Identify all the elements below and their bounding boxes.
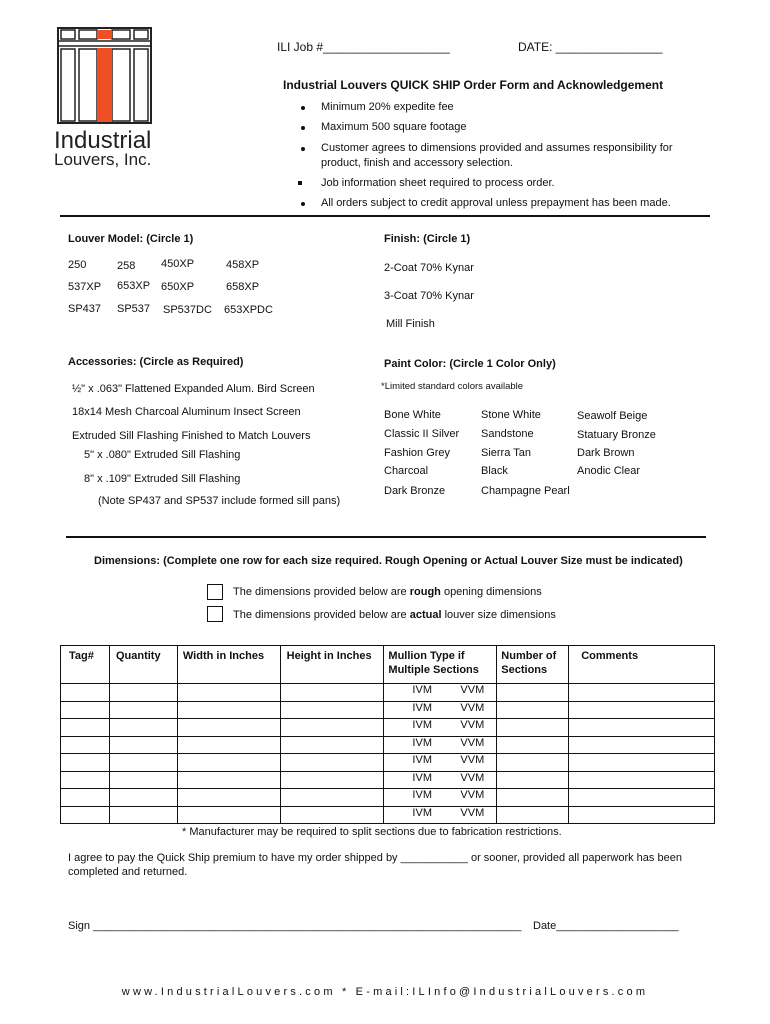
quantity-cell[interactable] [109, 754, 177, 772]
bullet-item: Minimum 20% expedite fee [321, 101, 454, 113]
height-cell[interactable] [280, 806, 384, 824]
mullion-type-cell[interactable] [384, 771, 497, 789]
louver-model-heading: Louver Model: (Circle 1) [68, 233, 194, 245]
comments-cell[interactable] [569, 701, 715, 719]
mullion-type-cell[interactable] [384, 789, 497, 807]
height-cell[interactable] [280, 701, 384, 719]
louver-option[interactable]: SP437 [68, 303, 102, 315]
height-cell[interactable] [280, 736, 384, 754]
quantity-cell[interactable] [109, 736, 177, 754]
bullet-item: Job information sheet required to process order. [321, 177, 555, 189]
sections-cell[interactable] [497, 806, 569, 824]
table-row [61, 701, 715, 719]
paint-color-option[interactable]: Dark Brown [577, 447, 635, 459]
vvm-option[interactable]: VVM [460, 719, 485, 731]
mullion-type-cell[interactable] [384, 719, 497, 737]
finish-heading: Finish: (Circle 1) [384, 233, 471, 245]
quantity-cell[interactable] [109, 701, 177, 719]
width-cell[interactable] [177, 771, 280, 789]
tag-cell[interactable] [61, 719, 110, 737]
mullion-type-cell[interactable] [384, 736, 497, 754]
quantity-cell[interactable] [109, 789, 177, 807]
rough-opening-checkbox[interactable] [207, 584, 223, 600]
louver-option[interactable]: 258 [117, 260, 136, 272]
paint-color-option[interactable]: Anodic Clear [577, 465, 640, 477]
mullion-type-cell[interactable] [384, 701, 497, 719]
finish-option[interactable]: Mill Finish [386, 318, 435, 330]
vvm-option[interactable]: VVM [460, 754, 485, 766]
width-cell[interactable] [177, 701, 280, 719]
comments-cell[interactable] [569, 789, 715, 807]
ivm-option[interactable]: IVM [412, 719, 432, 731]
louver-option[interactable]: 458XP [226, 259, 260, 271]
tag-cell[interactable] [61, 736, 110, 754]
louver-option[interactable]: 650XP [161, 281, 195, 293]
ivm-option[interactable]: IVM [412, 806, 432, 819]
dimensions-heading: Dimensions: (Complete one row for each size required. Rough Opening or Actual Louver Size must be indicated) [94, 555, 683, 567]
paint-color-option[interactable]: Dark Bronze [384, 485, 446, 497]
height-cell[interactable] [280, 789, 384, 807]
louver-option[interactable]: 537XP [68, 281, 102, 293]
bullet-icon [301, 106, 305, 110]
width-cell[interactable] [177, 754, 280, 772]
finish-option[interactable]: 2-Coat 70% Kynar [384, 262, 474, 274]
bullet-icon [301, 126, 305, 130]
comments-cell[interactable] [569, 754, 715, 772]
paint-color-option[interactable]: Bone White [384, 409, 441, 421]
signature-field[interactable]: Sign ______________________________________________________________________ [68, 920, 522, 932]
table-row [61, 806, 715, 824]
footer-contact: www.IndustrialLouvers.com * E-mail:ILInfo@IndustrialLouvers.com [121, 986, 649, 998]
width-cell[interactable] [177, 806, 280, 824]
job-number-field[interactable]: ILI Job #___________________ [277, 40, 450, 54]
column-header: Quantity [109, 646, 177, 684]
date-field[interactable]: DATE: ________________ [518, 40, 663, 54]
comments-cell[interactable] [569, 736, 715, 754]
width-cell[interactable] [177, 684, 280, 702]
accessories-heading: Accessories: (Circle as Required) [68, 356, 244, 368]
paint-color-option[interactable]: Statuary Bronze [577, 429, 656, 441]
paint-color-option[interactable]: Black [481, 465, 508, 477]
bullet-icon [301, 147, 305, 151]
paint-color-option[interactable]: Champagne Pearl [481, 485, 570, 497]
paint-color-option[interactable]: Charcoal [384, 465, 429, 477]
accessory-option[interactable]: 18x14 Mesh Charcoal Aluminum Insect Screen [72, 406, 301, 418]
louver-option[interactable]: SP537 [117, 303, 151, 315]
square-bullet-icon [298, 181, 302, 185]
sections-cell[interactable] [497, 684, 569, 702]
sections-cell[interactable] [497, 736, 569, 754]
louver-option[interactable]: 450XP [161, 258, 195, 270]
comments-cell[interactable] [569, 684, 715, 702]
signature-date-field[interactable]: Date____________________ [533, 920, 679, 932]
ivm-option[interactable]: IVM [412, 701, 432, 714]
table-row [61, 684, 715, 702]
tag-cell[interactable] [61, 771, 110, 789]
bullet-item: Maximum 500 square footage [321, 121, 467, 133]
tag-cell[interactable] [61, 754, 110, 772]
column-header: Tag# [61, 646, 110, 684]
sections-cell[interactable] [497, 789, 569, 807]
finish-option[interactable]: 3-Coat 70% Kynar [384, 290, 474, 302]
table-row [61, 789, 715, 807]
column-header: Width in Inches [177, 646, 280, 684]
sections-cell[interactable] [497, 719, 569, 737]
paint-color-option[interactable]: Sandstone [481, 428, 534, 440]
tag-cell[interactable] [61, 684, 110, 702]
bullet-icon [301, 202, 305, 206]
width-cell[interactable] [177, 719, 280, 737]
table-row [61, 719, 715, 737]
logo-text-line2: Louvers, Inc. [54, 150, 152, 169]
comments-cell[interactable] [569, 806, 715, 824]
accessory-option[interactable]: Extruded Sill Flashing Finished to Match Louvers [72, 430, 311, 442]
sections-cell[interactable] [497, 701, 569, 719]
accessory-option[interactable]: 8" x .109" Extruded Sill Flashing [84, 473, 241, 485]
dimensions-table [60, 645, 715, 824]
mullion-type-cell[interactable] [384, 806, 497, 824]
logo-mark-icon [57, 27, 152, 124]
column-header: Comments [569, 646, 715, 684]
vvm-option[interactable]: VVM [460, 771, 485, 784]
bullet-item: All orders subject to credit approval unless prepayment has been made. [321, 197, 671, 209]
column-header: Height in Inches [280, 646, 384, 684]
table-footnote: * Manufacturer may be required to split sections due to fabrication restrictions. [182, 826, 562, 838]
ivm-option[interactable]: IVM [412, 684, 432, 696]
louver-option[interactable]: 250 [68, 259, 87, 271]
logo-text-line1: Industrial [54, 127, 152, 154]
accessory-note: (Note SP437 and SP537 include formed sill pans) [98, 495, 341, 507]
form-title: Industrial Louvers QUICK SHIP Order Form and Acknowledgement [283, 78, 664, 92]
height-cell[interactable] [280, 771, 384, 789]
quantity-cell[interactable] [109, 806, 177, 824]
paint-color-option[interactable]: Stone White [481, 409, 541, 421]
width-cell[interactable] [177, 736, 280, 754]
table-header-row [61, 646, 715, 684]
quantity-cell[interactable] [109, 719, 177, 737]
ivm-option[interactable]: IVM [412, 754, 432, 766]
paint-color-option[interactable]: Sierra Tan [481, 447, 531, 459]
actual-size-checkbox[interactable] [207, 606, 223, 622]
ivm-option[interactable]: IVM [412, 789, 432, 801]
paint-color-note: *Limited standard colors available [381, 381, 524, 392]
vvm-option[interactable]: VVM [460, 701, 485, 714]
louver-option[interactable]: 658XP [226, 281, 260, 293]
louver-option[interactable]: 653XP [117, 280, 151, 292]
comments-cell[interactable] [569, 771, 715, 789]
louver-option[interactable]: SP537DC [163, 304, 212, 316]
tag-cell[interactable] [61, 806, 110, 824]
vvm-option[interactable]: VVM [460, 684, 485, 696]
vvm-option[interactable]: VVM [460, 736, 485, 749]
tag-cell[interactable] [61, 789, 110, 807]
paint-color-option[interactable]: Classic II Silver [384, 428, 460, 440]
agreement-text-continued: completed and returned. [68, 866, 188, 878]
comments-cell[interactable] [569, 719, 715, 737]
ivm-option[interactable]: IVM [412, 736, 432, 749]
table-row [61, 754, 715, 772]
paint-color-heading: Paint Color: (Circle 1 Color Only) [384, 358, 556, 370]
paint-color-option[interactable]: Fashion Grey [384, 447, 451, 459]
tag-cell[interactable] [61, 701, 110, 719]
width-cell[interactable] [177, 789, 280, 807]
height-cell[interactable] [280, 719, 384, 737]
louver-option[interactable]: 653XPDC [224, 304, 273, 316]
vvm-option[interactable]: VVM [460, 789, 485, 801]
quantity-cell[interactable] [109, 684, 177, 702]
paint-color-option[interactable]: Seawolf Beige [577, 410, 648, 422]
accessory-option[interactable]: 5" x .080" Extruded Sill Flashing [84, 449, 241, 461]
agreement-text: I agree to pay the Quick Ship premium to have my order shipped by ___________ or sooner, provided all paperwork has been [68, 852, 682, 864]
mullion-type-cell[interactable] [384, 754, 497, 772]
height-cell[interactable] [280, 754, 384, 772]
sections-cell[interactable] [497, 754, 569, 772]
table-row [61, 736, 715, 754]
actual-size-label: The dimensions provided below are actual louver size dimensions [233, 609, 556, 621]
column-header: Number of Sections [497, 646, 569, 684]
quantity-cell[interactable] [109, 771, 177, 789]
rough-opening-label: The dimensions provided below are rough opening dimensions [233, 586, 542, 598]
bullet-item: Customer agrees to dimensions provided and assumes responsibility for [321, 142, 673, 154]
sections-cell[interactable] [497, 771, 569, 789]
column-header: Mullion Type if Multiple Sections [384, 646, 497, 684]
table-row [61, 771, 715, 789]
section-divider [66, 536, 706, 538]
accessory-option[interactable]: ½" x .063" Flattened Expanded Alum. Bird Screen [72, 383, 315, 395]
ivm-option[interactable]: IVM [412, 771, 432, 784]
bullet-item-continued: product, finish and accessory selection. [321, 157, 513, 169]
height-cell[interactable] [280, 684, 384, 702]
vvm-option[interactable]: VVM [460, 806, 485, 819]
company-logo [57, 27, 152, 124]
section-divider [60, 215, 710, 217]
mullion-type-cell[interactable] [384, 684, 497, 702]
